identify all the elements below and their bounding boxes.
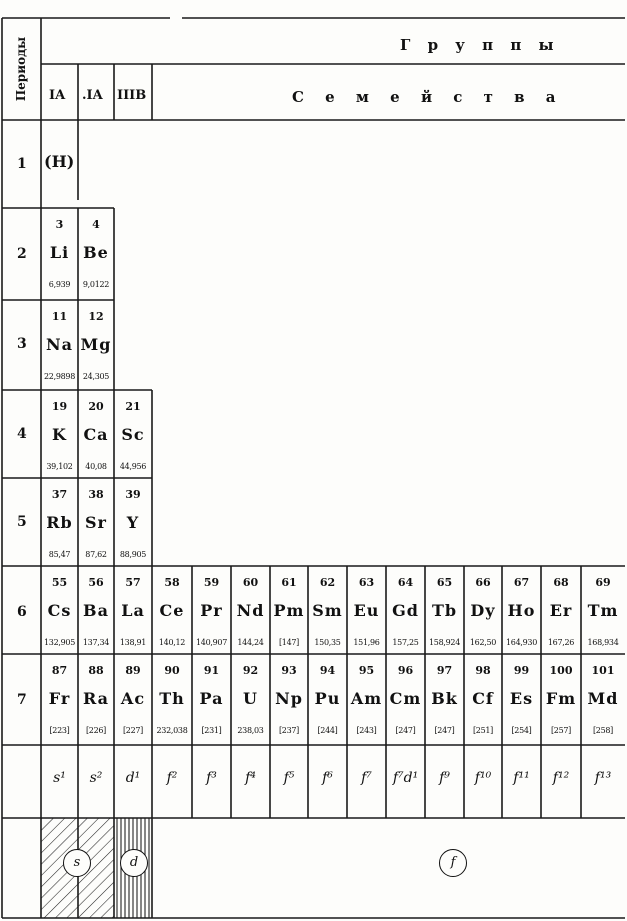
element-mass: [251] (472, 726, 493, 735)
element-mass: 87,62 (85, 550, 107, 559)
period-5: 5 (17, 514, 27, 530)
element-mass: 40,08 (85, 462, 107, 471)
config-f7d1: f⁷d¹ (392, 770, 419, 786)
element-mass: 132,905 (44, 638, 75, 647)
element-symbol: Cs (47, 601, 72, 620)
element-symbol: U (243, 689, 258, 708)
element-cell-u (231, 654, 270, 745)
element-cell-na (41, 300, 78, 390)
element-mass: [226] (85, 726, 106, 735)
element-number: 68 (553, 576, 569, 589)
element-mass: [247] (434, 726, 455, 735)
element-number: 93 (281, 664, 297, 677)
element-cell-k (41, 390, 78, 478)
period-4: 4 (17, 426, 27, 442)
element-number: 21 (125, 400, 141, 413)
element-mass: [223] (49, 726, 70, 735)
element-cell-pu (308, 654, 347, 745)
element-symbol: Fr (48, 689, 71, 708)
element-number: 57 (125, 576, 141, 589)
element-number: 58 (164, 576, 180, 589)
element-cell-es (502, 654, 541, 745)
element-mass: 9,0122 (82, 280, 110, 289)
element-cell-tb (425, 566, 464, 654)
element-symbol: Sm (312, 601, 343, 620)
element-cell-sm (308, 566, 347, 654)
config-s1: s¹ (53, 770, 66, 786)
element-number: 63 (358, 576, 375, 589)
element-symbol: Ra (82, 689, 110, 708)
element-mass: 150,35 (314, 638, 341, 647)
element-cell-be (78, 208, 114, 300)
config-f3: f³ (206, 770, 217, 786)
element-mass: [243] (356, 726, 377, 735)
element-symbol: Tm (587, 601, 619, 620)
config-s2: s² (89, 770, 103, 786)
element-symbol: Mg (80, 335, 112, 354)
element-number: 101 (591, 664, 615, 677)
config-f4: f⁴ (245, 770, 256, 786)
element-number: 99 (513, 664, 530, 677)
hydrogen-symbol: (H) (44, 152, 75, 171)
element-number: 92 (242, 664, 259, 677)
element-symbol: Tb (431, 601, 458, 620)
element-symbol: Dy (470, 601, 496, 620)
element-symbol: Y (126, 513, 140, 532)
group-ia: IA (49, 88, 66, 103)
element-cell-sc (114, 390, 152, 478)
element-symbol: La (121, 601, 145, 620)
element-symbol: Ca (83, 425, 109, 444)
d-block-label: d (120, 849, 148, 877)
element-number: 60 (242, 576, 259, 589)
element-number: 11 (51, 310, 68, 323)
element-symbol: Be (83, 243, 109, 262)
element-cell-y (114, 478, 152, 566)
element-symbol: Sc (121, 425, 145, 444)
element-cell-sr (78, 478, 114, 566)
element-number: 97 (436, 664, 453, 677)
element-cell-md (581, 654, 625, 745)
element-number: 66 (475, 576, 491, 589)
element-mass: 6,939 (48, 280, 71, 289)
element-cell-cm (386, 654, 425, 745)
element-symbol: Ba (83, 601, 109, 620)
element-symbol: Na (46, 335, 73, 354)
groups-header: Г р у п п ы (400, 36, 560, 54)
element-mass: 167,26 (547, 638, 575, 647)
f-block-label: f (439, 849, 467, 877)
element-number: 88 (88, 664, 104, 677)
config-f13: f¹³ (594, 770, 612, 786)
element-number: 94 (319, 664, 336, 677)
element-number: 20 (88, 400, 104, 413)
element-cell-la (114, 566, 152, 654)
element-mass: [237] (278, 726, 299, 735)
element-symbol: Ce (159, 601, 185, 620)
config-f12: f¹² (552, 770, 570, 786)
config-f6: f⁶ (322, 770, 333, 786)
element-cell-fr (41, 654, 78, 745)
element-cell-ho (502, 566, 541, 654)
element-number: 67 (513, 576, 530, 589)
element-symbol: Pu (314, 689, 341, 708)
element-symbol: Li (49, 243, 70, 262)
element-cell-th (152, 654, 192, 745)
element-number: 96 (397, 664, 414, 677)
element-cell-nd (231, 566, 270, 654)
element-symbol: Pm (273, 601, 305, 620)
periods-header: Периоды (14, 36, 28, 102)
element-cell-am (347, 654, 386, 745)
config-f7: f⁷ (361, 770, 372, 786)
element-mass: 24,305 (82, 372, 110, 381)
config-f9: f⁹ (439, 770, 450, 786)
element-mass: 85,47 (48, 550, 71, 559)
element-number: 19 (51, 400, 68, 413)
element-cell-bk (425, 654, 464, 745)
element-mass: 138,91 (119, 638, 147, 647)
group-iiib: IIIB (117, 88, 147, 103)
element-number: 65 (436, 576, 453, 589)
element-number: 89 (125, 664, 141, 677)
element-mass: 144,24 (237, 638, 264, 647)
element-mass: 140,907 (196, 638, 227, 647)
element-symbol: Nd (236, 601, 265, 620)
element-number: 38 (88, 488, 104, 501)
element-cell-tm (581, 566, 625, 654)
element-symbol: Gd (392, 601, 419, 620)
element-cell-pm (270, 566, 308, 654)
element-symbol: Pr (200, 601, 223, 620)
period-3: 3 (17, 336, 27, 352)
element-cell-ac (114, 654, 152, 745)
element-number: 55 (51, 576, 68, 589)
element-mass: [254] (511, 726, 532, 735)
element-mass: 232,038 (156, 726, 188, 735)
element-cell-np (270, 654, 308, 745)
element-number: 87 (51, 664, 68, 677)
element-number: 3 (55, 218, 64, 231)
element-number: 4 (92, 218, 100, 231)
element-symbol: Am (350, 689, 383, 708)
element-symbol: Es (509, 689, 534, 708)
element-cell-cs (41, 566, 78, 654)
period-6: 6 (17, 604, 27, 620)
group-iia: .IA (82, 88, 103, 103)
period-1: 1 (17, 156, 27, 172)
s-block-label: s (63, 849, 91, 877)
element-symbol: Eu (353, 601, 380, 620)
element-symbol: Bk (431, 689, 458, 708)
element-cell-pr (192, 566, 231, 654)
element-symbol: Ac (120, 689, 146, 708)
element-number: 56 (88, 576, 104, 589)
element-cell-gd (386, 566, 425, 654)
config-f10: f¹⁰ (474, 770, 492, 786)
element-number: 12 (88, 310, 104, 323)
element-symbol: Ho (507, 601, 536, 620)
element-cell-eu (347, 566, 386, 654)
element-mass: 44,956 (119, 462, 147, 471)
element-mass: 164,930 (506, 638, 537, 647)
element-number: 62 (319, 576, 336, 589)
element-mass: [227] (122, 726, 143, 735)
element-symbol: Cf (472, 689, 494, 708)
element-cell-ca (78, 390, 114, 478)
element-number: 69 (595, 576, 611, 589)
element-symbol: Np (275, 689, 303, 708)
element-mass: [257] (550, 726, 571, 735)
config-f2: f² (166, 770, 178, 786)
element-cell-fm (541, 654, 581, 745)
element-mass: 151,96 (353, 638, 380, 647)
element-cell-ce (152, 566, 192, 654)
element-cell-mg (78, 300, 114, 390)
element-symbol: Th (159, 689, 185, 708)
element-cell-er (541, 566, 581, 654)
element-mass: [247] (395, 726, 416, 735)
element-symbol: Md (587, 689, 619, 708)
element-symbol: Sr (85, 513, 107, 532)
element-cell-pa (192, 654, 231, 745)
period-7: 7 (17, 692, 27, 708)
element-cell-rb (41, 478, 78, 566)
element-number: 37 (51, 488, 68, 501)
element-number: 39 (125, 488, 141, 501)
element-symbol: Cm (389, 689, 422, 708)
families-header: С е м е й с т в а (292, 88, 564, 106)
element-mass: 137,34 (82, 638, 110, 647)
element-mass: 238,03 (237, 726, 264, 735)
config-f11: f¹¹ (513, 770, 530, 786)
element-cell-ba (78, 566, 114, 654)
element-number: 64 (397, 576, 414, 589)
element-number: 95 (358, 664, 375, 677)
element-mass: 22,9898 (44, 372, 75, 381)
element-number: 100 (549, 664, 573, 677)
element-mass: 158,924 (429, 638, 460, 647)
element-mass: 157,25 (392, 638, 419, 647)
config-f5: f⁵ (283, 770, 295, 786)
element-cell-cf (464, 654, 502, 745)
element-mass: [231] (201, 726, 222, 735)
config-d1: d¹ (125, 770, 141, 786)
element-number: 91 (203, 664, 220, 677)
element-number: 90 (164, 664, 180, 677)
element-mass: [244] (317, 726, 338, 735)
element-number: 61 (281, 576, 297, 589)
element-symbol: Fm (545, 689, 577, 708)
element-mass: 88,905 (119, 550, 147, 559)
element-symbol: Er (549, 601, 573, 620)
element-mass: [258] (592, 726, 613, 735)
element-symbol: K (52, 425, 67, 444)
element-mass: 140,12 (158, 638, 186, 647)
element-symbol: Pa (199, 689, 224, 708)
element-number: 98 (475, 664, 491, 677)
element-mass: [147] (278, 638, 299, 647)
element-mass: 168,934 (587, 638, 619, 647)
element-symbol: Rb (46, 513, 73, 532)
element-mass: 162,50 (469, 638, 497, 647)
period-2: 2 (17, 246, 27, 262)
element-cell-ra (78, 654, 114, 745)
element-number: 59 (203, 576, 220, 589)
element-mass: 39,102 (46, 462, 73, 471)
element-cell-dy (464, 566, 502, 654)
element-cell-li (41, 208, 78, 300)
